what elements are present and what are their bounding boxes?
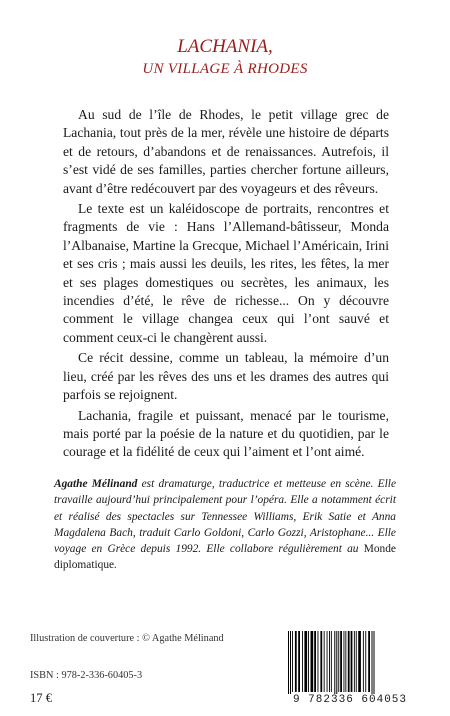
barcode-bar bbox=[340, 631, 342, 692]
bio-text: est dramaturge, traductrice et metteuse en scène. Elle travaille aujourd’hui principalement pour l’opéra. Elle a notamment écrit et réalisé des spectacles sur Tennessee Williams, Erik Satie et Anna Magdalena Bach, traduit Carlo Goldoni, Carlo Gozzi, Aristophane... Elle voyage en Grèce depuis 1992. Elle collabore régulièrement au bbox=[54, 478, 396, 556]
author-bio bbox=[54, 476, 396, 574]
barcode-bar bbox=[304, 631, 307, 692]
blurb-paragraph-3: Ce récit dessine, comme un tableau, la mémoire d’un lieu, créé par les rêves des uns et les drames des autres qui parfois se rejoignent. bbox=[63, 350, 389, 403]
bio-publication: Monde diplomatique bbox=[54, 543, 396, 572]
blurb-paragraph-2: Le texte est un kaléidoscope de portraits, rencontres et fragments de vie : Hans l’Allemand-bâtisseur, Monda l’Albanaise, Martine la Grecque, Michael l’Américain, Irini et ses cris ; mais aussi les deuils, les rites, les fêtes, la mer et ses plages domestiques ou secrètes, les animaux, les incendies d’été, le rêve de richesse... On y découvre comment le village changea ceux qui l’ont sauvé et comment ceux-ci le changèrent aussi. bbox=[63, 201, 389, 345]
isbn: ISBN : 978-2-336-60405-3 bbox=[30, 670, 143, 681]
barcode-bar bbox=[288, 631, 289, 697]
blurb-paragraph-4: Lachania, fragile et puissant, menacé par le tourisme, mais porté par la poésie de la nature et du quotidien, par le courage et la fidélité de ceux qui l’aiment et l’ont aimé. bbox=[63, 407, 389, 460]
barcode-bar bbox=[363, 631, 364, 692]
barcode-bar bbox=[358, 631, 361, 692]
barcode-bar bbox=[311, 631, 314, 692]
barcode-bar bbox=[344, 631, 345, 692]
barcode-bar bbox=[338, 631, 339, 692]
barcode-bar bbox=[372, 631, 373, 697]
cover-credit: Illustration de couverture : © Agathe Mélinand bbox=[30, 633, 224, 644]
barcode-bar bbox=[292, 631, 293, 692]
barcode-digits: 9 782336 604053 bbox=[282, 694, 418, 706]
barcode-bar bbox=[320, 631, 322, 692]
barcode-bar bbox=[354, 631, 355, 692]
book-title bbox=[0, 36, 450, 80]
barcode-bar bbox=[365, 631, 366, 692]
barcode-bar bbox=[324, 631, 325, 692]
barcode-bar bbox=[368, 631, 370, 692]
barcode-bar bbox=[348, 631, 350, 692]
barcode-bar bbox=[345, 631, 346, 692]
barcode-bar bbox=[336, 631, 337, 697]
barcode-bar bbox=[295, 631, 297, 692]
title-subtitle: UN VILLAGE À RHODES bbox=[142, 61, 308, 77]
blurb-paragraph-1: Au sud de l’île de Rhodes, le petit village grec de Lachania, tout près de la mer, révèle une histoire de départs et de retours, d’abandons et de renaissances. Autrefois, il s’est vidé de ses familles, parties chercher fortune ailleurs, avant d’être redécouvert par des voyageurs et des rêveurs. bbox=[63, 107, 389, 196]
barcode-bar bbox=[334, 631, 335, 697]
barcode-bar bbox=[331, 631, 332, 692]
barcode-bar bbox=[298, 631, 300, 692]
barcode-bar bbox=[308, 631, 309, 692]
barcode-bar bbox=[374, 631, 375, 697]
author-name: Agathe Mélinand bbox=[54, 478, 138, 490]
barcode-bar bbox=[314, 631, 316, 692]
barcode-bar bbox=[318, 631, 319, 692]
price: 17 € bbox=[30, 691, 53, 705]
barcode-bar bbox=[290, 631, 291, 697]
barcode-bar bbox=[351, 631, 353, 692]
bio-text-end: . bbox=[114, 559, 117, 572]
title-main: LACHANIA, bbox=[177, 36, 273, 57]
barcode-bar bbox=[327, 631, 328, 692]
barcode-bar bbox=[329, 631, 330, 692]
barcode-bar bbox=[356, 631, 357, 692]
back-cover-blurb bbox=[63, 106, 389, 464]
barcode-bar bbox=[302, 631, 303, 692]
